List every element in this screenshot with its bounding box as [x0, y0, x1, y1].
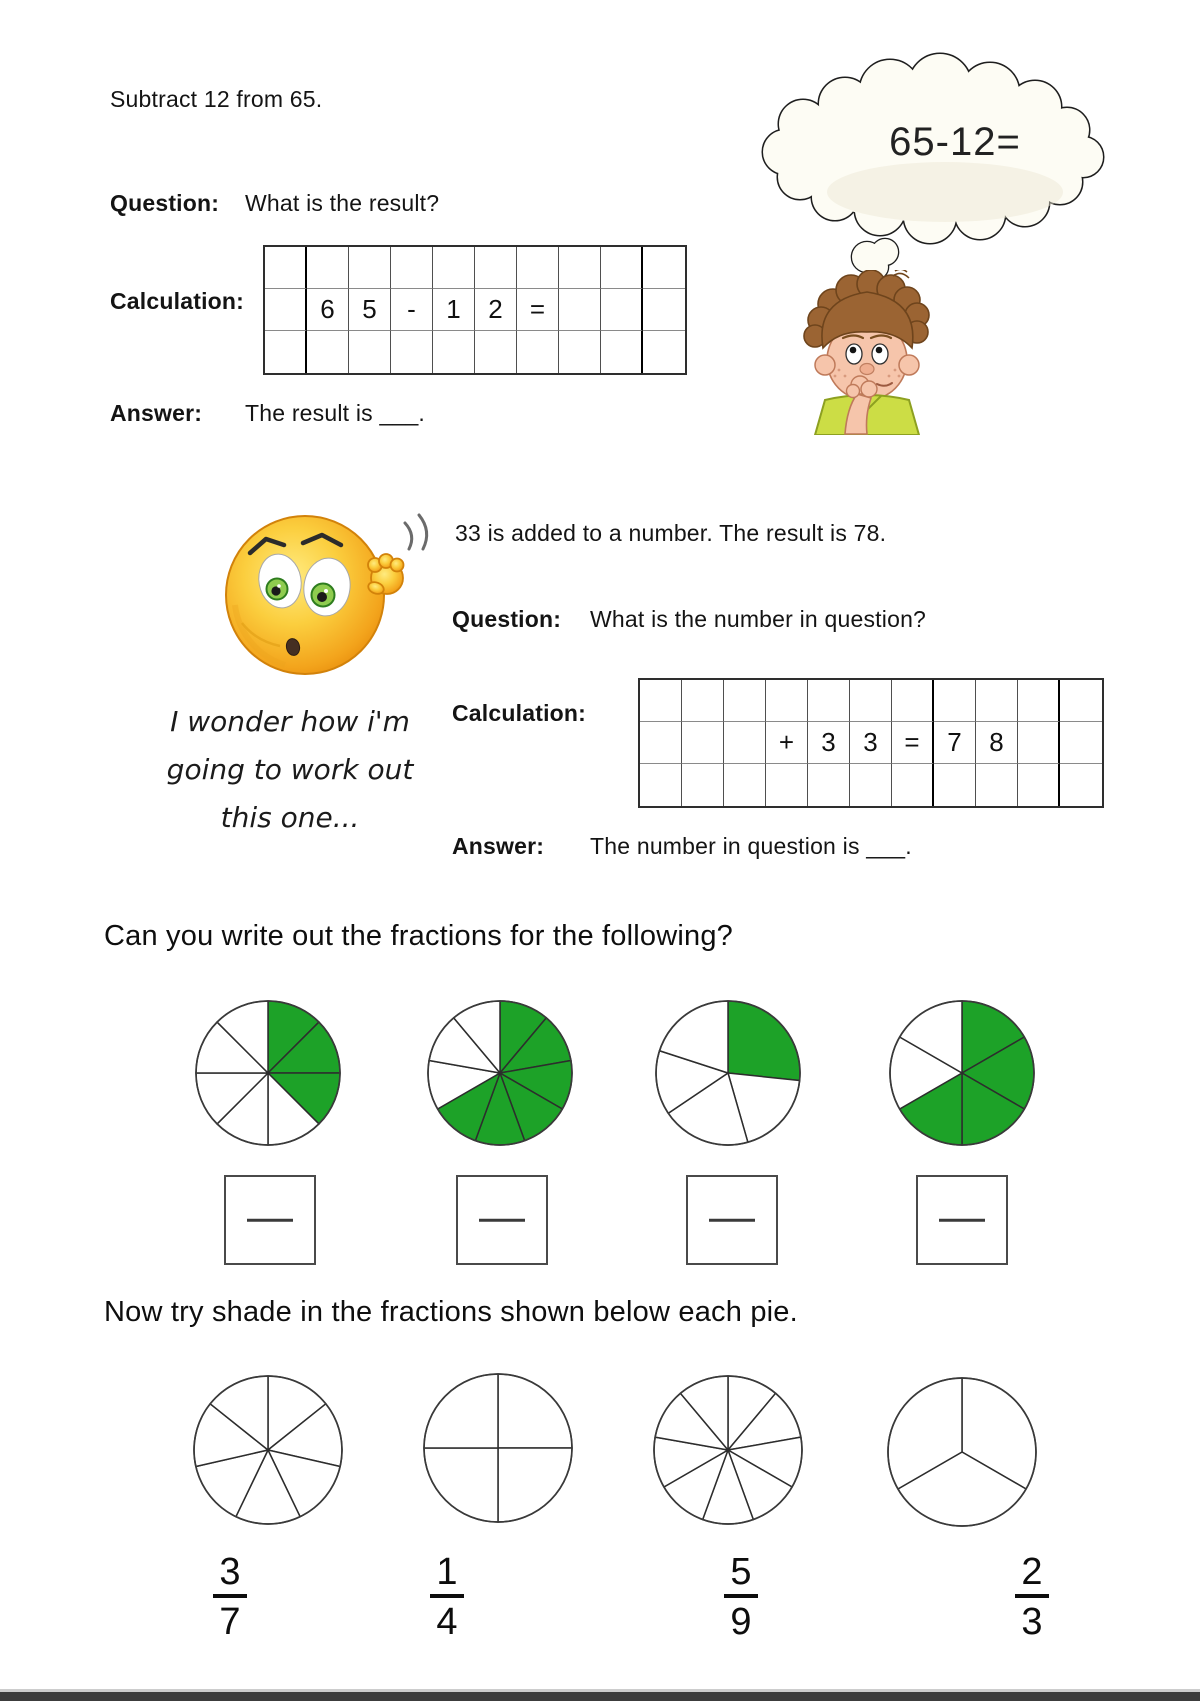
fraction-pie-1: [188, 993, 348, 1153]
problem1-answer-label: Answer:: [110, 400, 203, 426]
grid-cell: [640, 722, 682, 764]
fraction-numerator: 5: [730, 1551, 752, 1593]
grid-cell: +: [766, 722, 808, 764]
grid-cell: 1: [433, 289, 475, 331]
motion-lines-icon: [405, 515, 427, 549]
grid-cell: 7: [934, 722, 976, 764]
grid-cell: [517, 331, 559, 373]
grid-cell: [601, 289, 643, 331]
fraction-label-3: [704, 1552, 778, 1642]
problem2-calculation-label: Calculation:: [452, 700, 587, 726]
emoji-caption-line: going to work out: [166, 753, 414, 786]
fraction-denominator: 4: [436, 1600, 458, 1643]
emoji-caption-line: I wonder how i'm: [170, 705, 410, 738]
grid-cell: 5: [349, 289, 391, 331]
cloud-inner-shading: [827, 162, 1063, 222]
grid-cell: [475, 247, 517, 289]
grid-cell: [934, 680, 976, 722]
grid-cell: [349, 331, 391, 373]
fraction-denominator: 3: [1021, 1600, 1043, 1643]
fraction-pie-3: [648, 993, 808, 1153]
problem1-calculation-label: Calculation:: [110, 288, 245, 314]
problem2-answer-label: Answer:: [452, 833, 545, 859]
shade-fractions-heading: Now try shade in the fractions shown below each pie.: [104, 1296, 798, 1328]
fraction-answer-box-1: [224, 1175, 316, 1265]
fraction-bar: [430, 1594, 464, 1598]
grid-cell: 3: [850, 722, 892, 764]
grid-cell: [643, 331, 685, 373]
fraction-answer-box-3: [686, 1175, 778, 1265]
grid-cell: =: [892, 722, 934, 764]
grid-cell: [1018, 764, 1060, 806]
grid-cell: [391, 331, 433, 373]
grid-cell: [1060, 764, 1102, 806]
grid-cell: [601, 247, 643, 289]
grid-cell: [808, 764, 850, 806]
confused-emoji-illustration: [190, 475, 440, 693]
problem2-statement: 33 is added to a number. The result is 78.: [455, 520, 887, 546]
problem1-statement: Subtract 12 from 65.: [110, 86, 323, 112]
grid-cell: 6: [307, 289, 349, 331]
grid-cell: [643, 247, 685, 289]
grid-cell: [682, 764, 724, 806]
fraction-answer-box-4: [916, 1175, 1008, 1265]
problem1-answer-text: The result is ___.: [245, 400, 426, 426]
grid-cell: [349, 247, 391, 289]
fraction-label-4: [995, 1552, 1069, 1642]
grid-cell: [391, 247, 433, 289]
problem1-question-text: What is the result?: [245, 190, 440, 216]
fraction-bar: [247, 1219, 293, 1222]
grid-cell: [934, 764, 976, 806]
fraction-bar: [724, 1594, 758, 1598]
fraction-denominator: 7: [219, 1600, 241, 1643]
calculation-grid-2: [638, 678, 1104, 808]
fraction-label-2: [410, 1552, 484, 1642]
grid-cell: [433, 331, 475, 373]
grid-cell: [640, 764, 682, 806]
problem2-question-text: What is the number in question?: [590, 606, 927, 632]
grid-cell: [682, 680, 724, 722]
grid-cell: [559, 331, 601, 373]
grid-cell: [724, 680, 766, 722]
shade-pie-2: [418, 1368, 578, 1528]
grid-cell: [766, 680, 808, 722]
grid-cell: [265, 289, 307, 331]
write-fractions-heading: Can you write out the fractions for the following?: [104, 920, 733, 952]
fraction-bar: [709, 1219, 755, 1222]
grid-cell: [640, 680, 682, 722]
shade-pie-4: [882, 1372, 1042, 1532]
calculation-grid-1: [263, 245, 687, 375]
grid-cell: [265, 331, 307, 373]
fraction-label-1: [193, 1552, 267, 1642]
problem1-question-label: Question:: [110, 190, 220, 216]
grid-cell: [724, 764, 766, 806]
grid-cell: [643, 289, 685, 331]
emoji-scratching-hand: [367, 554, 404, 596]
grid-cell: [1018, 680, 1060, 722]
fraction-bar: [939, 1219, 985, 1222]
grid-cell: [682, 722, 724, 764]
emoji-caption-line: this one...: [220, 801, 360, 834]
grid-cell: [976, 680, 1018, 722]
fraction-numerator: 1: [436, 1551, 458, 1593]
problem2-question-label: Question:: [452, 606, 562, 632]
grid-cell: [1060, 722, 1102, 764]
fraction-denominator: 9: [730, 1600, 752, 1643]
grid-cell: 2: [475, 289, 517, 331]
grid-cell: [724, 722, 766, 764]
fraction-bar: [213, 1594, 247, 1598]
grid-cell: [559, 247, 601, 289]
grid-cell: [433, 247, 475, 289]
grid-cell: [601, 331, 643, 373]
fraction-pie-4: [882, 993, 1042, 1153]
grid-cell: [1060, 680, 1102, 722]
shade-pie-3: [648, 1370, 808, 1530]
grid-cell: =: [517, 289, 559, 331]
grid-cell: [976, 764, 1018, 806]
grid-cell: 8: [976, 722, 1018, 764]
fraction-numerator: 3: [219, 1551, 241, 1593]
grid-cell: [808, 680, 850, 722]
grid-cell: [265, 247, 307, 289]
grid-cell: [517, 247, 559, 289]
scan-edge-strip: [0, 1689, 1200, 1701]
grid-cell: [892, 680, 934, 722]
fraction-bar: [479, 1219, 525, 1222]
fraction-pie-2: [420, 993, 580, 1153]
grid-cell: [475, 331, 517, 373]
fraction-bar: [1015, 1594, 1049, 1598]
fraction-answer-box-2: [456, 1175, 548, 1265]
boy-nose: [860, 364, 874, 375]
problem2-answer-text: The number in question is ___.: [590, 833, 912, 859]
grid-cell: [559, 289, 601, 331]
fraction-numerator: 2: [1021, 1551, 1043, 1593]
grid-cell: [892, 764, 934, 806]
grid-cell: [307, 247, 349, 289]
grid-cell: [1018, 722, 1060, 764]
emoji-caption: [150, 698, 430, 842]
shade-pie-1: [188, 1370, 348, 1530]
grid-cell: [307, 331, 349, 373]
grid-cell: [766, 764, 808, 806]
grid-cell: -: [391, 289, 433, 331]
grid-cell: 3: [808, 722, 850, 764]
grid-cell: [850, 680, 892, 722]
thinking-boy-illustration: [775, 270, 950, 435]
thought-bubble-text: 65-12=: [889, 120, 1021, 164]
grid-cell: [850, 764, 892, 806]
